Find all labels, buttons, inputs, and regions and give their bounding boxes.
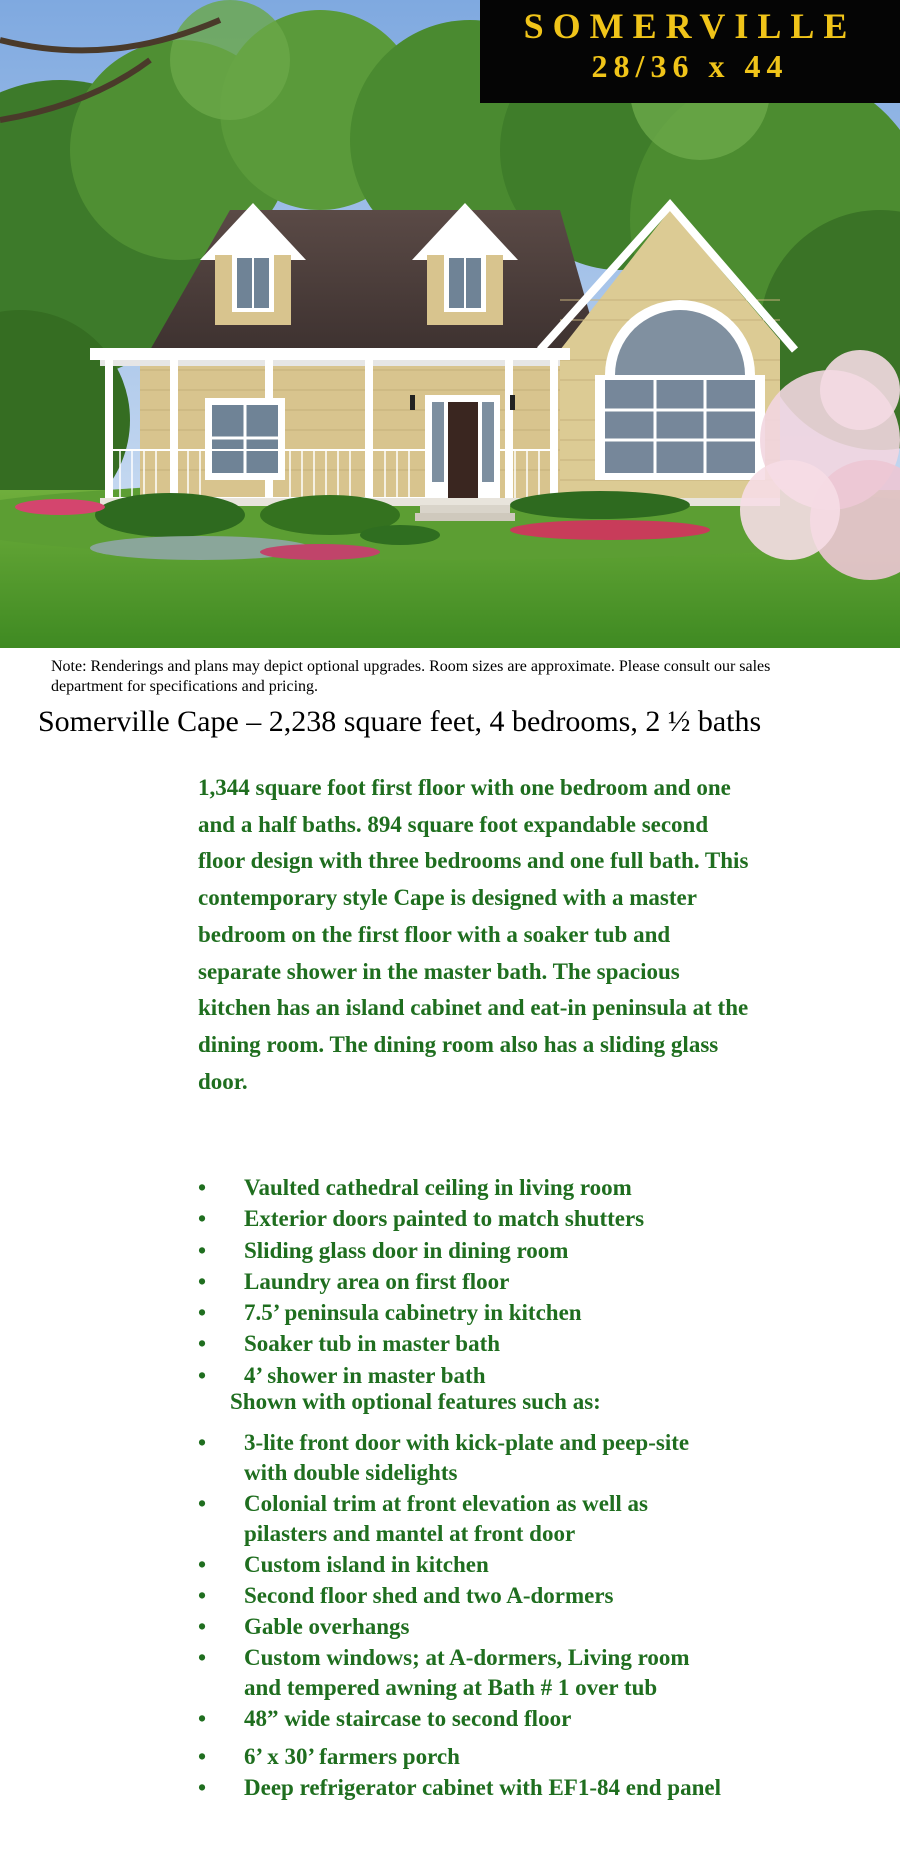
list-item: • Second floor shed and two A-dormers [198,1581,728,1611]
list-item: • Laundry area on first floor [198,1266,758,1297]
page-headline: Somerville Cape – 2,238 square feet, 4 bedrooms, 2 ½ baths [38,705,762,738]
list-item: • Vaulted cathedral ceiling in living room [198,1172,758,1203]
list-item: • 4’ shower in master bath [198,1360,758,1391]
list-item: • Custom island in kitchen [198,1550,728,1580]
model-title-box [480,0,900,103]
bullet-icon: • [198,1362,207,1388]
list-item: • Colonial trim at front elevation as well as pilasters and mantel at front door [198,1491,648,1546]
model-name: SOMERVILLE [523,6,857,46]
bullet-icon: • [198,1300,207,1326]
bullet-icon: • [198,1706,207,1731]
optional-features-list [198,1428,728,1804]
model-dimensions: 28/36 x 44 [591,48,789,84]
list-item: • Exterior doors painted to match shutters [198,1203,758,1234]
list-item: • 48” wide staircase to second floor [198,1704,728,1734]
optional-features-label: Shown with optional features such as: [230,1389,601,1414]
bullet-icon: • [198,1614,207,1639]
bullet-icon: • [198,1552,207,1577]
list-item: • Soaker tub in master bath [198,1328,758,1359]
bullet-icon: • [198,1175,207,1200]
bullet-icon: • [198,1775,207,1800]
house-rendering [0,0,900,648]
list-item: • Custom windows; at A-dormers, Living room and tempered awning at Bath # 1 over tub [198,1645,690,1700]
standard-features-list [198,1172,758,1391]
disclaimer-note: Note: Renderings and plans may depict optional upgrades. Room sizes are approximate. Please consult our sales department for specifications and pricing. [51,658,771,695]
list-item: • 7.5’ peninsula cabinetry in kitchen [198,1297,758,1328]
list-item: • Sliding glass door in dining room [198,1235,758,1266]
bullet-icon: • [198,1645,207,1670]
bullet-icon: • [198,1430,207,1455]
bullet-icon: • [198,1331,207,1357]
bullet-icon: • [198,1491,207,1516]
list-item: • 6’ x 30’ farmers porch [198,1742,728,1772]
list-item: • Gable overhangs [198,1612,728,1642]
list-item: • Deep refrigerator cabinet with EF1-84 end panel [198,1773,728,1803]
bullet-icon: • [198,1268,207,1294]
bullet-icon: • [198,1744,207,1769]
model-description: 1,344 square foot first floor with one bedroom and one and a half baths. 894 square foot expandable second floor design with three bedrooms and one full bath. This contemporary style Cape is designed with a master bedroom on the first floor with a soaker tub and separate shower in the master bath. The spacious kitchen has an island cabinet and eat-in peninsula at the dining room. The dining room also has a sliding glass door. [198,775,749,1094]
bullet-icon: • [198,1583,207,1608]
bullet-icon: • [198,1206,207,1232]
list-item: • 3-lite front door with kick-plate and peep-site with double sidelights [198,1430,690,1485]
bullet-icon: • [198,1237,207,1263]
